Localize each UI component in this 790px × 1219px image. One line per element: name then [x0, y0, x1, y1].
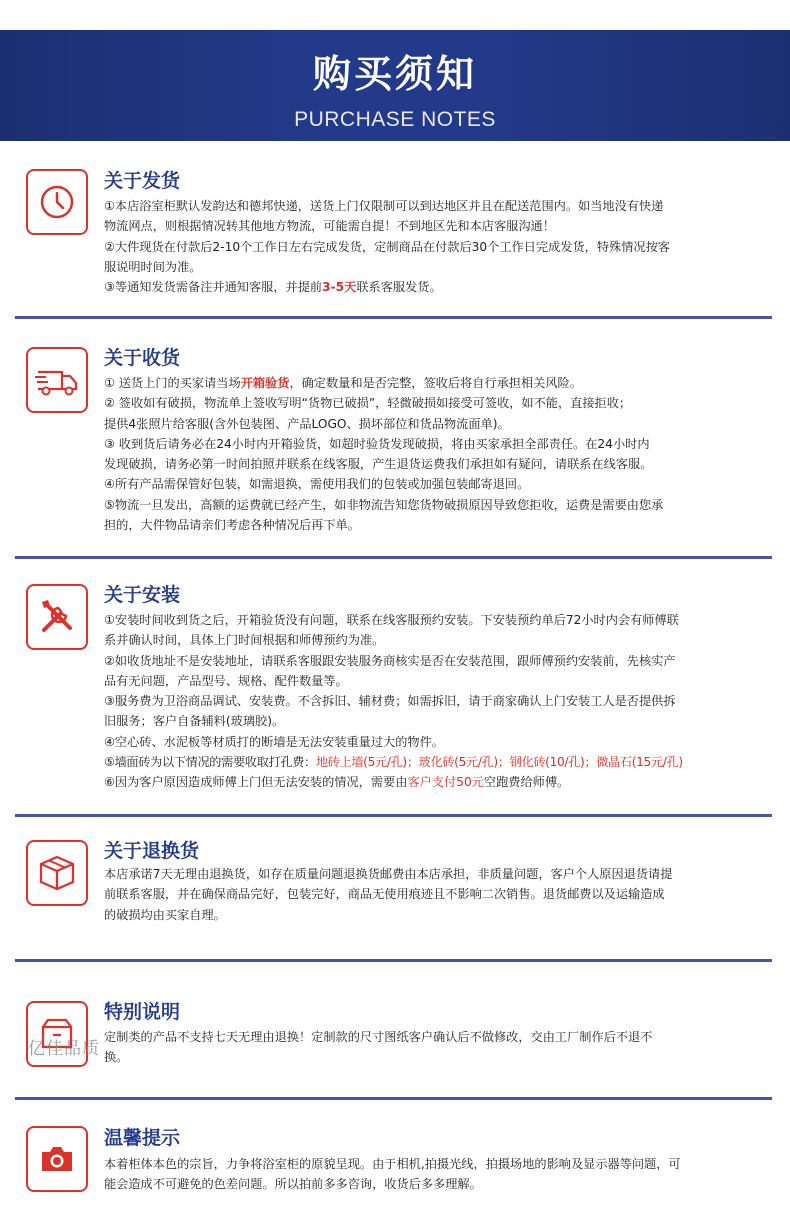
install-line-9 — [104, 772, 784, 792]
receiving-body — [104, 373, 784, 535]
delivery-icon-box — [26, 169, 88, 235]
install-line-7: ④空心砖、水泥板等材质打的断墙是无法安装重量过大的物件。 — [104, 734, 444, 749]
returns-line-2: 前联系客服，并在确保商品完好，包装完好，商品无使用痕迹且不影响二次销售。退货邮费以及运输造成 — [104, 887, 665, 902]
tips-body — [104, 1154, 784, 1195]
special-title: 特别说明 — [104, 1001, 181, 1023]
receiving-line-4: ③ 收到货后请务必在24小时内开箱验货，如超时验货发现破损，将由买家承担全部责任。在24小时内 — [104, 436, 650, 451]
special-line-1: 定制类的产品不支持七天无理由退换！定制款的尺寸图纸客户确认后不做修改，交由工厂制作后不退不 — [104, 1030, 653, 1044]
special-line-2: 换。 — [104, 1050, 129, 1065]
delivery-line-5-pre: ③等通知发货需备注并通知客服，并提前 — [104, 280, 323, 295]
divider-3 — [15, 814, 772, 817]
receiving-highlight: 开箱验货 — [240, 376, 290, 390]
receiving-line-7: ⑤物流一旦发出，高额的运费就已经产生，如非物流告知您货物破损原因导致您拒收，运费是需要由您承 — [104, 497, 664, 512]
divider-1 — [15, 316, 772, 319]
tips-line-1: 本着柜体本色的宗旨，力争将浴室柜的原貌呈现。由于相机,拍摄光线，拍摄场地的影响及显示器等问题，可 — [104, 1157, 681, 1171]
delivery-line-2: 物流网点，则根据情况转其他地方物流，可能需自提！不到地区先和本店客服沟通！ — [104, 219, 555, 234]
delivery-line-5 — [104, 277, 784, 297]
delivery-line-3: ②大件现货在付款后2-10个工作日左右完成发货，定制商品在付款后30个工作日完成发货，特殊情况按客 — [104, 239, 670, 254]
install-line-9-post: 空跑费给师傅。 — [483, 775, 570, 790]
clock-icon — [37, 182, 77, 222]
returns-icon-box — [26, 840, 88, 906]
page-title: 购买须知 — [312, 52, 477, 96]
divider-4 — [15, 959, 772, 962]
returns-body — [104, 864, 784, 925]
delivery-title: 关于发货 — [104, 170, 181, 192]
install-line-3: ②如收货地址不是安装地址，请联系客服跟安装服务商核实是否在安装范围，跟师傅预约安装前，先核实产 — [104, 653, 676, 668]
install-icon-box — [26, 584, 88, 650]
install-pay-highlight: 客户支付50元 — [407, 775, 484, 790]
tools-icon — [36, 596, 78, 638]
receiving-line-2: ② 签收如有破损，物流单上签收写明“货物已破损”，轻微破损如接受可签收，如不能，直接拒收； — [104, 396, 632, 411]
install-title: 关于安装 — [104, 584, 181, 606]
receiving-line-3: 提供4张照片给客服(含外包装图、产品LOGO、损坏部位和货品物流面单)。 — [104, 416, 510, 431]
receiving-title: 关于收货 — [104, 347, 181, 369]
special-body — [104, 1027, 784, 1068]
receiving-line-1-pre: ① 送货上门的买家请当场 — [104, 376, 241, 390]
install-line-1: ①安装时间收到货之后，开箱验货没有问题，联系在线客服预约安装。下安装预约单后72小时内会有师傅联 — [104, 613, 679, 627]
install-body — [104, 610, 784, 793]
install-line-5: ③服务费为卫浴商品调试、安装费。不含拆旧、辅材费；如需拆旧，请于商家确认上门安装工人是否提供拆 — [104, 694, 676, 709]
receiving-line-8: 担的，大件物品请亲们考虑各种情况后再下单。 — [104, 518, 360, 533]
install-line-8-pre: ⑤墙面砖为以下情况的需要收取打孔费： — [104, 755, 316, 770]
delivery-line-5-post: 联系客服发货。 — [356, 280, 442, 295]
install-line-6: 旧服务；客户自备辅料(玻璃胶)。 — [104, 714, 285, 729]
returns-line-1: 本店承诺7天无理由退换货，如存在质量问题退换货邮费由本店承担，非质量问题，客户个人原因退货请提 — [104, 867, 673, 881]
header-banner — [0, 30, 790, 141]
delivery-highlight: 3-5天 — [322, 280, 357, 295]
returns-title: 关于退换货 — [104, 840, 200, 862]
delivery-truck-icon — [34, 360, 80, 400]
receiving-line-5: 发现破损，请务必第一时间拍照并联系在线客服，产生退货运费我们承担如有疑问，请联系在线客服。 — [104, 457, 653, 472]
divider-5 — [15, 1097, 772, 1100]
returns-line-3: 的破损均由买家自理。 — [104, 907, 226, 922]
delivery-line-4: 服说明时间为准。 — [104, 259, 202, 274]
install-line-2: 系并确认时间，具体上门时间根据和师傅预约为准。 — [104, 633, 385, 648]
camera-icon — [36, 1138, 78, 1180]
tips-line-2: 能会造成不可避免的色差问题。所以拍前多多咨询，收货后多多理解。 — [104, 1177, 482, 1192]
watermark-text: 亿佳品质 — [28, 1039, 100, 1059]
page-subtitle: PURCHASE NOTES — [294, 108, 496, 131]
install-line-4: 品有无问题，产品型号、规格、配件数量等。 — [104, 673, 348, 688]
install-line-8 — [104, 752, 784, 772]
package-box-icon — [36, 852, 78, 894]
tips-title: 温馨提示 — [104, 1127, 181, 1149]
receiving-line-1 — [104, 373, 784, 393]
tips-icon-box — [26, 1126, 88, 1192]
divider-2 — [15, 556, 772, 559]
delivery-body — [104, 196, 784, 297]
install-line-9-pre: ⑥因为客户原因造成师傅上门但无法安装的情况，需要由 — [104, 775, 408, 790]
install-fee-highlight: 地砖上墙(5元/孔)；玻化砖(5元/孔)；钢化砖(10/孔)；微晶石(15元/孔) — [315, 755, 683, 770]
delivery-line-1: ①本店浴室柜默认发韵达和德邦快递，送货上门仅限制可以到达地区并且在配送范围内。如当地没有快递 — [104, 199, 664, 213]
receiving-line-1-post: ，确定数量和是否完整，签收后将自行承担相关风险。 — [289, 376, 582, 390]
receiving-icon-box — [26, 347, 88, 413]
receiving-line-6: ④所有产品需保管好包装，如需退换，需使用我们的包装或加强包装邮寄退回。 — [104, 477, 530, 492]
